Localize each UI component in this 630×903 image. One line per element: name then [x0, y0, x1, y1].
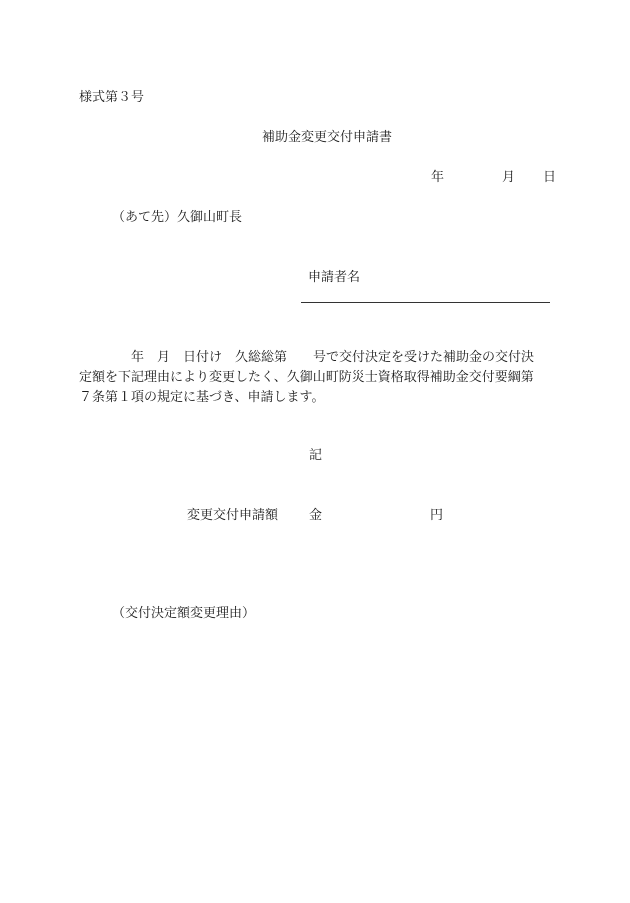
body-line-1: 年 月 日付け 久総総第 号で交付決定を受けた補助金の交付決: [79, 350, 535, 365]
document-title: 補助金変更交付申請書: [262, 130, 393, 145]
amount-prefix: 金: [309, 508, 323, 523]
body-line-3: ７条第１項の規定に基づき、申請します。: [79, 390, 325, 405]
application-body: [79, 348, 569, 408]
addressee: （あて先）久御山町長: [112, 210, 243, 225]
amount-unit: 円: [430, 508, 444, 523]
form-number: 様式第３号: [79, 90, 145, 105]
date-day: 日: [543, 170, 557, 185]
note-heading: 記: [309, 448, 323, 463]
change-reason-label: （交付決定額変更理由）: [112, 606, 256, 621]
date-year: 年: [431, 170, 445, 185]
amount-label: 変更交付申請額: [187, 508, 279, 523]
body-line-2: 定額を下記理由により変更したく、久御山町防災士資格取得補助金交付要綱第: [79, 370, 534, 385]
date-month: 月: [502, 170, 516, 185]
date-line: [431, 170, 556, 186]
applicant-name-label: 申請者名: [308, 270, 361, 285]
applicant-signature-line: [301, 302, 550, 303]
